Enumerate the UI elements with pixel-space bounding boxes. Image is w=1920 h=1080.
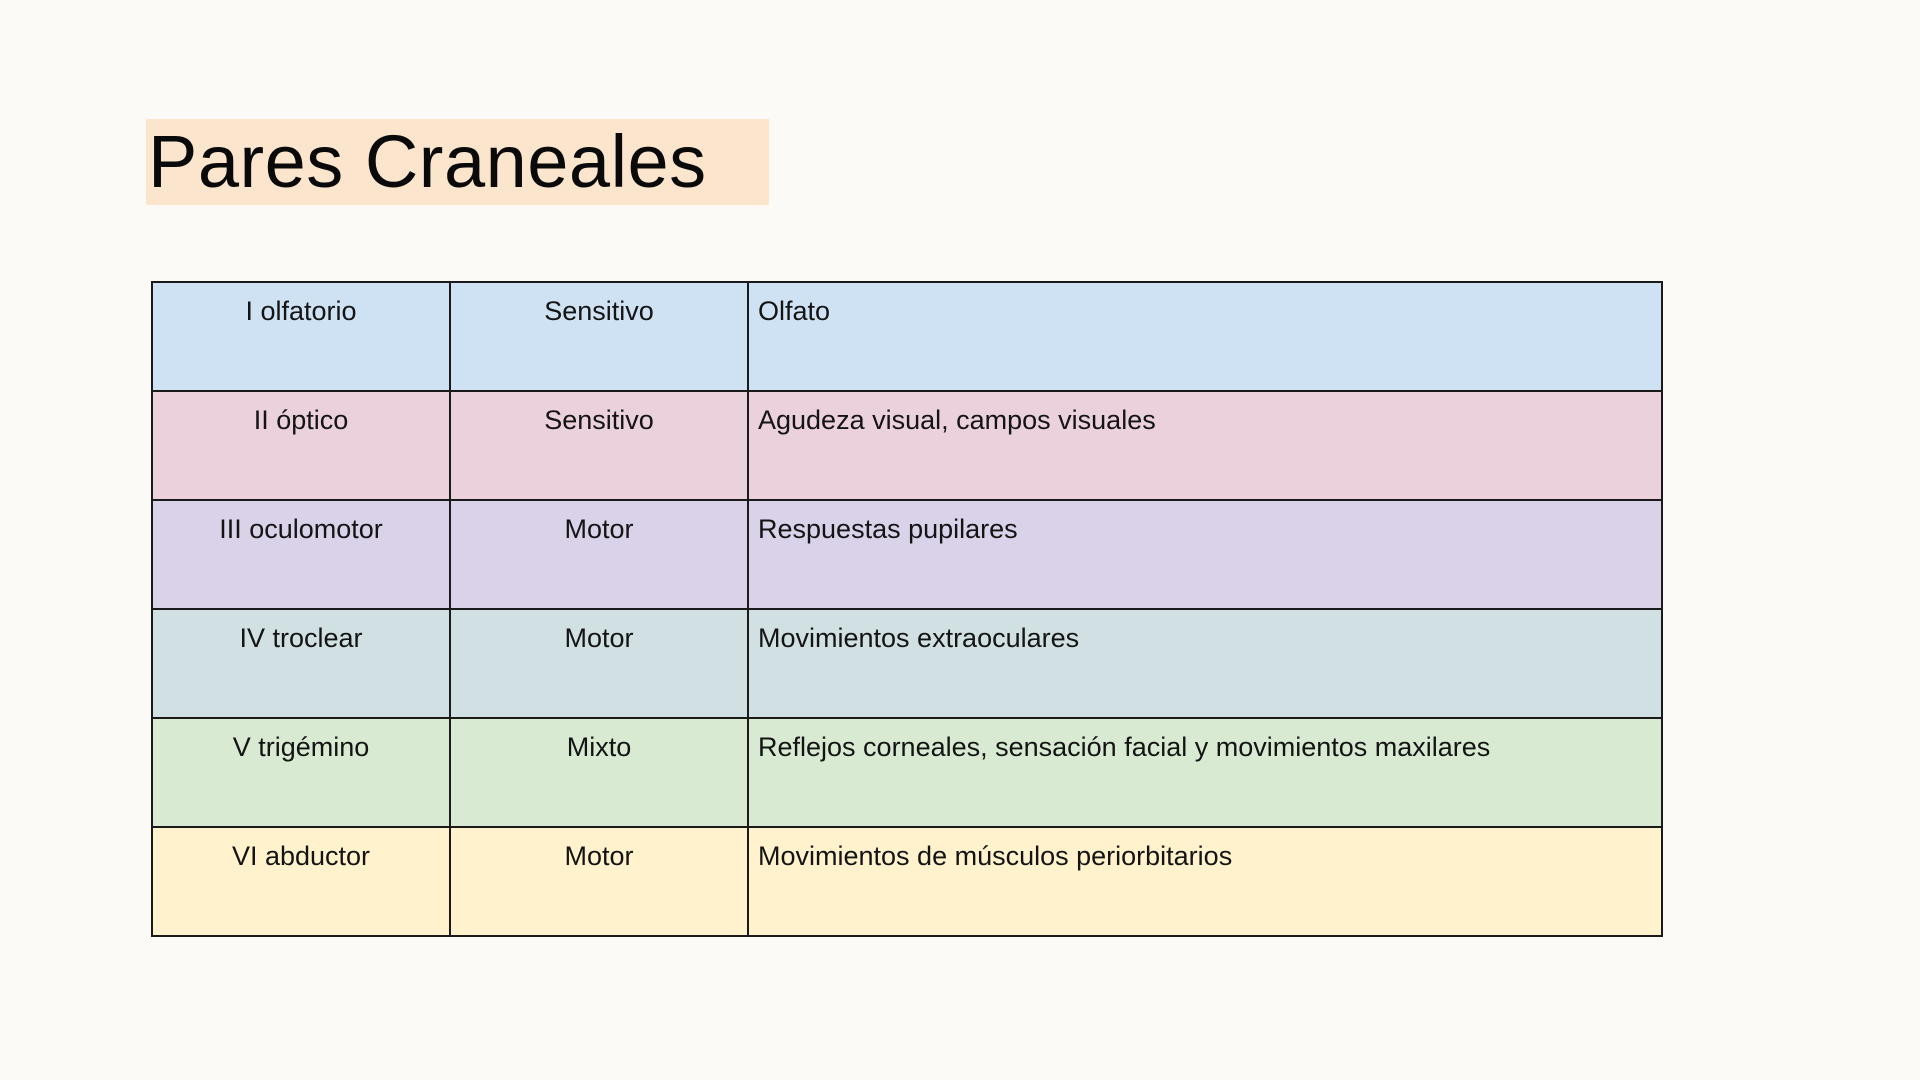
table-row: [152, 282, 1662, 391]
nerve-function-cell: Olfato: [748, 282, 1662, 391]
nerve-type-cell: Motor: [450, 827, 748, 936]
nerve-function-cell: Reflejos corneales, sensación facial y movimientos maxilares: [748, 718, 1662, 827]
nerve-name-cell: III oculomotor: [152, 500, 450, 609]
table-row: [152, 500, 1662, 609]
nerve-type-cell: Motor: [450, 609, 748, 718]
nerve-name-cell: IV troclear: [152, 609, 450, 718]
nerve-name-cell: VI abductor: [152, 827, 450, 936]
nerve-name-cell: V trigémino: [152, 718, 450, 827]
nerve-function-cell: Movimientos extraoculares: [748, 609, 1662, 718]
table-row: [152, 827, 1662, 936]
table-row: [152, 718, 1662, 827]
nerve-function-cell: Movimientos de músculos periorbitarios: [748, 827, 1662, 936]
nerve-type-cell: Sensitivo: [450, 282, 748, 391]
nerve-function-cell: Agudeza visual, campos visuales: [748, 391, 1662, 500]
nerve-name-cell: II óptico: [152, 391, 450, 500]
table-row: [152, 391, 1662, 500]
nerve-type-cell: Motor: [450, 500, 748, 609]
slide-title: Pares Craneales: [146, 119, 769, 205]
cranial-nerves-table: [151, 281, 1663, 937]
nerve-name-cell: I olfatorio: [152, 282, 450, 391]
nerve-type-cell: Sensitivo: [450, 391, 748, 500]
nerve-function-cell: Respuestas pupilares: [748, 500, 1662, 609]
nerve-type-cell: Mixto: [450, 718, 748, 827]
table-row: [152, 609, 1662, 718]
